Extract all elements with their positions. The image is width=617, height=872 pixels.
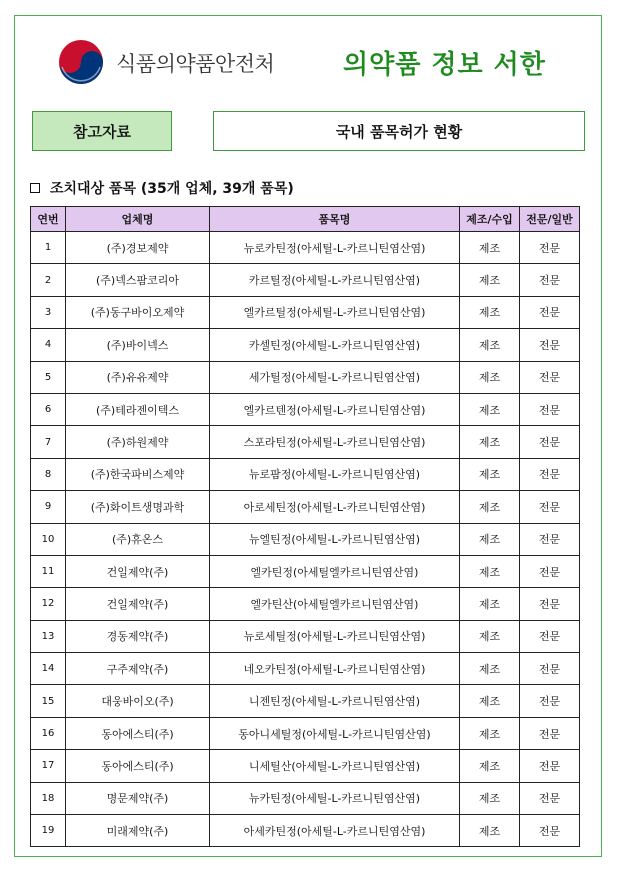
cell-number: 11 [31,555,66,587]
cell-company: (주)휴온스 [66,523,210,555]
table-row [31,685,580,717]
cell-number: 19 [31,815,66,847]
table-row [31,361,580,393]
section-heading [30,178,294,198]
cell-prescription-type: 전문 [520,523,580,555]
cell-prescription-type: 전문 [520,458,580,490]
cell-prescription-type: 전문 [520,717,580,749]
cell-company: (주)하원제약 [66,426,210,458]
cell-number: 1 [31,232,66,264]
cell-manufacture-import: 제조 [460,296,520,328]
table-row [31,393,580,425]
cell-manufacture-import: 제조 [460,264,520,296]
cell-manufacture-import: 제조 [460,653,520,685]
cell-prescription-type: 전문 [520,393,580,425]
table-row [31,296,580,328]
table-row [31,750,580,782]
cell-company: 구주제약(주) [66,653,210,685]
table-row [31,458,580,490]
document-header [58,36,558,88]
table-row [31,555,580,587]
cell-prescription-type: 전문 [520,750,580,782]
cell-prescription-type: 전문 [520,426,580,458]
cell-number: 15 [31,685,66,717]
cell-product: 아세카틴정(아세틸-L-카르니틴염산염) [210,815,460,847]
table-row [31,232,580,264]
cell-prescription-type: 전문 [520,232,580,264]
table-row [31,782,580,814]
table-row [31,491,580,523]
cell-prescription-type: 전문 [520,653,580,685]
cell-company: (주)테라젠이텍스 [66,393,210,425]
cell-manufacture-import: 제조 [460,620,520,652]
cell-manufacture-import: 제조 [460,329,520,361]
cell-number: 13 [31,620,66,652]
column-header-manufacture-import: 제조/수입 [460,207,520,232]
table-row [31,329,580,361]
cell-prescription-type: 전문 [520,555,580,587]
cell-manufacture-import: 제조 [460,426,520,458]
cell-company: (주)동구바이오제약 [66,296,210,328]
government-emblem-icon [58,39,104,85]
cell-prescription-type: 전문 [520,296,580,328]
table-row [31,620,580,652]
cell-number: 14 [31,653,66,685]
cell-number: 9 [31,491,66,523]
cell-manufacture-import: 제조 [460,685,520,717]
cell-manufacture-import: 제조 [460,491,520,523]
cell-product: 뉴카틴정(아세틸-L-카르니틴염산염) [210,782,460,814]
checkbox-bullet-icon [30,183,40,193]
cell-number: 2 [31,264,66,296]
cell-prescription-type: 전문 [520,588,580,620]
cell-company: (주)경보제약 [66,232,210,264]
table-header-row [31,207,580,232]
table-row [31,523,580,555]
reference-title: 국내 품목허가 현황 [213,111,585,151]
cell-product: 세가틸정(아세틸-L-카르니틴염산염) [210,361,460,393]
cell-manufacture-import: 제조 [460,555,520,587]
cell-company: 건일제약(주) [66,588,210,620]
cell-product: 스포라틴정(아세틸-L-카르니틴염산염) [210,426,460,458]
cell-manufacture-import: 제조 [460,815,520,847]
cell-product: 뉴로카틴정(아세틸-L-카르니틴염산염) [210,232,460,264]
table-row [31,653,580,685]
cell-product: 동아니세틸정(아세틸-L-카르니틴염산염) [210,717,460,749]
section-heading-text: 조치대상 품목 (35개 업체, 39개 품목) [50,181,294,197]
cell-company: 대웅바이오(주) [66,685,210,717]
cell-company: (주)넥스팜코리아 [66,264,210,296]
cell-company: 동아에스티(주) [66,750,210,782]
agency-name: 식품의약품안전처 [116,52,275,76]
cell-product: 카르틸정(아세틸-L-카르니틴염산염) [210,264,460,296]
cell-product: 뉴로세틸정(아세틸-L-카르니틴염산염) [210,620,460,652]
document-title: 의약품 정보 서한 [343,50,546,80]
table-row [31,264,580,296]
cell-manufacture-import: 제조 [460,361,520,393]
cell-product: 카셀틴정(아세틸-L-카르니틴염산염) [210,329,460,361]
cell-company: 경동제약(주) [66,620,210,652]
table-body [31,232,580,847]
cell-product: 니젠틴정(아세틸-L-카르니틴염산염) [210,685,460,717]
cell-prescription-type: 전문 [520,491,580,523]
cell-company: (주)바이넥스 [66,329,210,361]
cell-number: 7 [31,426,66,458]
cell-product: 엘카르텐정(아세틸-L-카르니틴염산염) [210,393,460,425]
cell-company: 건일제약(주) [66,555,210,587]
table-row [31,717,580,749]
cell-number: 16 [31,717,66,749]
cell-product: 엘카틴산(아세틸엘카르니틴염산염) [210,588,460,620]
table-row [31,426,580,458]
cell-product: 뉴로팜정(아세틸-L-카르니틴염산염) [210,458,460,490]
cell-number: 17 [31,750,66,782]
column-header-product: 품목명 [210,207,460,232]
cell-number: 10 [31,523,66,555]
cell-product: 니세틸산(아세틸-L-카르니틴염산염) [210,750,460,782]
cell-company: 동아에스티(주) [66,717,210,749]
cell-manufacture-import: 제조 [460,717,520,749]
cell-prescription-type: 전문 [520,685,580,717]
cell-prescription-type: 전문 [520,361,580,393]
cell-prescription-type: 전문 [520,782,580,814]
cell-product: 엘카르틸정(아세틸-L-카르니틴염산염) [210,296,460,328]
cell-product: 엘카틴정(아세틸엘카르니틴염산염) [210,555,460,587]
column-header-company: 업체명 [66,207,210,232]
cell-manufacture-import: 제조 [460,232,520,264]
cell-manufacture-import: 제조 [460,523,520,555]
cell-manufacture-import: 제조 [460,782,520,814]
cell-manufacture-import: 제조 [460,588,520,620]
cell-company: (주)화이트생명과학 [66,491,210,523]
table-row [31,588,580,620]
cell-prescription-type: 전문 [520,329,580,361]
cell-prescription-type: 전문 [520,620,580,652]
cell-manufacture-import: 제조 [460,393,520,425]
cell-product: 아로세틴정(아세틸-L-카르니틴염산염) [210,491,460,523]
column-header-number: 연번 [31,207,66,232]
cell-prescription-type: 전문 [520,264,580,296]
cell-company: (주)유유제약 [66,361,210,393]
cell-number: 8 [31,458,66,490]
cell-company: 명문제약(주) [66,782,210,814]
column-header-prescription-type: 전문/일반 [520,207,580,232]
product-table [30,206,580,847]
cell-number: 3 [31,296,66,328]
cell-product: 네오카틴정(아세틸-L-카르니틴염산염) [210,653,460,685]
cell-number: 5 [31,361,66,393]
cell-manufacture-import: 제조 [460,458,520,490]
cell-product: 뉴엘틴정(아세틸-L-카르니틴염산염) [210,523,460,555]
cell-number: 18 [31,782,66,814]
table-row [31,815,580,847]
cell-manufacture-import: 제조 [460,750,520,782]
cell-number: 12 [31,588,66,620]
cell-company: 미래제약(주) [66,815,210,847]
reference-label: 참고자료 [32,111,172,151]
cell-company: (주)한국파비스제약 [66,458,210,490]
cell-number: 4 [31,329,66,361]
cell-number: 6 [31,393,66,425]
cell-prescription-type: 전문 [520,815,580,847]
